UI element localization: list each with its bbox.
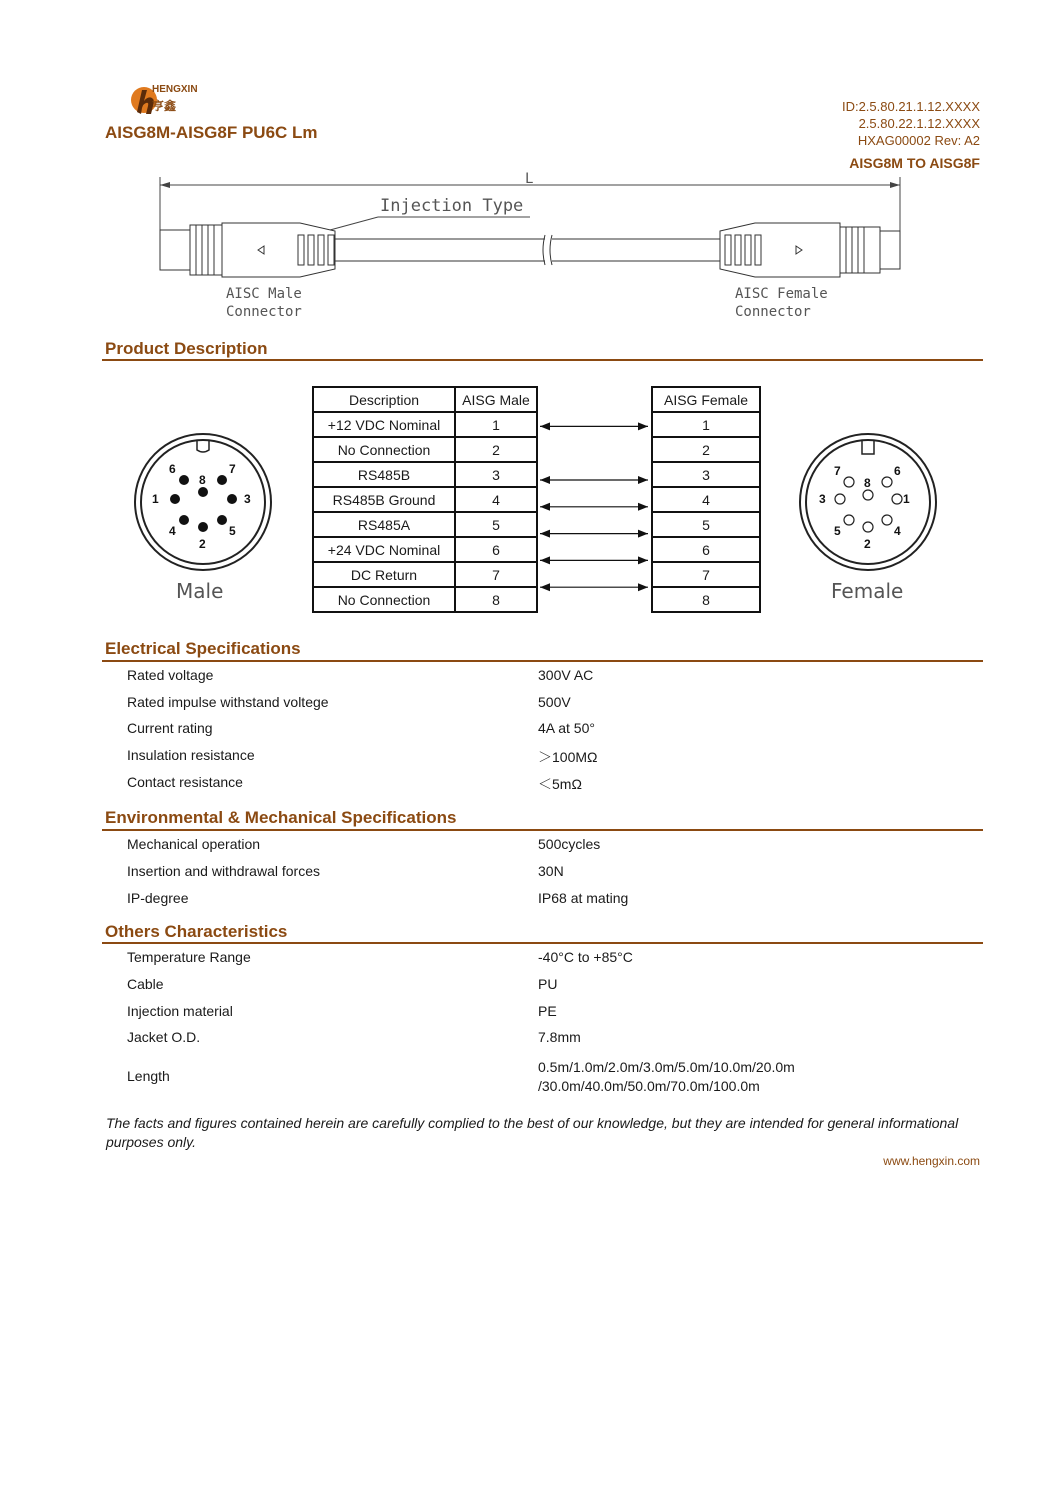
spec-label: Insertion and withdrawal forces bbox=[127, 863, 320, 879]
spec-label: Contact resistance bbox=[127, 774, 243, 790]
male-connector-drawing bbox=[160, 223, 335, 277]
female-connector-label-2: Connector bbox=[735, 304, 811, 320]
section-heading-environmental: Environmental & Mechanical Specifications bbox=[105, 808, 457, 827]
cell-female-pin: 7 bbox=[652, 562, 760, 587]
section-divider bbox=[102, 942, 983, 944]
female-pin-label-5: 5 bbox=[834, 524, 841, 538]
spec-value: 500V bbox=[538, 694, 571, 710]
cell-description: No Connection bbox=[313, 587, 455, 612]
arrow-head bbox=[540, 503, 550, 511]
cell-description: No Connection bbox=[313, 437, 455, 462]
female-caption: Female bbox=[831, 579, 904, 603]
cell-male-pin: 2 bbox=[455, 437, 537, 462]
cell-male-pin: 1 bbox=[455, 412, 537, 437]
website-link[interactable]: www.hengxin.com bbox=[883, 1154, 980, 1168]
male-pin-label-4: 4 bbox=[169, 524, 176, 538]
spec-label: Rated impulse withstand voltege bbox=[127, 694, 329, 710]
pinout-table-male bbox=[312, 386, 538, 613]
cell-male-pin: 3 bbox=[455, 462, 537, 487]
cell-female-pin: 8 bbox=[652, 587, 760, 612]
spec-label: Injection material bbox=[127, 1003, 233, 1019]
arrow-head bbox=[540, 530, 550, 538]
spec-label: Current rating bbox=[127, 720, 213, 736]
length-label: L bbox=[525, 171, 534, 187]
female-pin-label-7: 7 bbox=[834, 464, 841, 478]
pin-connection-arrows bbox=[536, 386, 652, 628]
cell-description: RS485B Ground bbox=[313, 487, 455, 512]
cell-female-pin: 4 bbox=[652, 487, 760, 512]
female-pin-label-1: 1 bbox=[903, 492, 910, 506]
spec-value: ＞100MΩ bbox=[538, 749, 598, 765]
table-row bbox=[313, 437, 537, 462]
cell-male-pin: 7 bbox=[455, 562, 537, 587]
spec-label: Cable bbox=[127, 976, 164, 992]
arrow-head bbox=[638, 583, 648, 591]
female-pin-label-2: 2 bbox=[864, 537, 871, 551]
spec-label: Mechanical operation bbox=[127, 836, 261, 852]
female-pin-label-6: 6 bbox=[894, 464, 901, 478]
section-heading-others: Others Characteristics bbox=[105, 922, 288, 941]
cable-drawing bbox=[140, 165, 930, 325]
female-connector-drawing bbox=[720, 223, 900, 277]
arrow-head bbox=[638, 476, 648, 484]
arrow-head bbox=[540, 476, 550, 484]
male-pin-label-1: 1 bbox=[152, 492, 159, 506]
section-divider bbox=[102, 359, 983, 361]
spec-label: Jacket O.D. bbox=[127, 1029, 201, 1045]
cell-male-pin: 5 bbox=[455, 512, 537, 537]
male-pin-label-6: 6 bbox=[169, 462, 176, 476]
table-row bbox=[313, 562, 537, 587]
spec-value: ＜5mΩ bbox=[538, 776, 582, 792]
spec-value: 4A at 50° bbox=[538, 720, 595, 736]
spec-value: 500cycles bbox=[538, 836, 601, 852]
arrow-head bbox=[638, 503, 648, 511]
section-divider bbox=[102, 660, 983, 662]
spec-label: IP-degree bbox=[127, 890, 189, 906]
table-row bbox=[313, 487, 537, 512]
brand-name-cn: 亨鑫 bbox=[152, 99, 177, 113]
male-pin-label-2: 2 bbox=[199, 537, 206, 551]
female-pin-label-3: 3 bbox=[819, 492, 826, 506]
arrow-head bbox=[638, 556, 648, 564]
page-title: AISG8M-AISG8F PU6C Lm bbox=[105, 123, 318, 142]
cell-male-pin: 6 bbox=[455, 537, 537, 562]
female-connector-label: AISC Female bbox=[735, 286, 828, 302]
spec-value: IP68 at mating bbox=[538, 890, 629, 906]
table-row bbox=[652, 437, 760, 462]
arrow-head bbox=[540, 583, 550, 591]
cell-female-pin: 6 bbox=[652, 537, 760, 562]
spec-value: 7.8mm bbox=[538, 1029, 581, 1045]
table-row bbox=[652, 412, 760, 437]
cell-description: RS485A bbox=[313, 512, 455, 537]
header-aisg-male: AISG Male bbox=[455, 387, 537, 412]
table-row bbox=[313, 412, 537, 437]
table-row bbox=[313, 462, 537, 487]
male-pin-label-8: 8 bbox=[199, 473, 206, 487]
table-row bbox=[652, 512, 760, 537]
arrow-head bbox=[540, 556, 550, 564]
spec-label: Temperature Range bbox=[127, 949, 251, 965]
arrow-head bbox=[638, 530, 648, 538]
section-divider bbox=[102, 829, 983, 831]
spec-label: Rated voltage bbox=[127, 667, 214, 683]
spec-label-length: Length bbox=[127, 1068, 170, 1084]
spec-value: PU bbox=[538, 976, 558, 992]
spec-value: 30N bbox=[538, 863, 564, 879]
table-row bbox=[652, 587, 760, 612]
male-connector-label-2: Connector bbox=[226, 304, 302, 320]
spec-value: -40°C to +85°C bbox=[538, 949, 633, 965]
cell-female-pin: 3 bbox=[652, 462, 760, 487]
table-row bbox=[313, 587, 537, 612]
doc-revision: HXAG00002 Rev: A2 bbox=[857, 133, 980, 148]
table-row bbox=[652, 462, 760, 487]
table-row bbox=[313, 537, 537, 562]
header-description: Description bbox=[313, 387, 455, 412]
doc-id-line1: ID:2.5.80.21.1.12.XXXX bbox=[841, 99, 980, 114]
cell-male-pin: 4 bbox=[455, 487, 537, 512]
cell-description: +24 VDC Nominal bbox=[313, 537, 455, 562]
cell-female-pin: 5 bbox=[652, 512, 760, 537]
arrow-head bbox=[540, 422, 550, 430]
section-heading-electrical: Electrical Specifications bbox=[105, 639, 301, 658]
section-heading-product-description: Product Description bbox=[105, 339, 268, 358]
cell-description: DC Return bbox=[313, 562, 455, 587]
male-pin-label-7: 7 bbox=[229, 462, 236, 476]
male-pin-diagram bbox=[128, 432, 278, 607]
female-pin-label-4: 4 bbox=[894, 524, 901, 538]
spec-label: Insulation resistance bbox=[127, 747, 255, 763]
doc-subtitle: AISG8M TO AISG8F bbox=[849, 155, 980, 171]
table-row bbox=[313, 512, 537, 537]
cell-description: RS485B bbox=[313, 462, 455, 487]
cell-female-pin: 1 bbox=[652, 412, 760, 437]
spec-value-length-1: 0.5m/1.0m/2.0m/3.0m/5.0m/10.0m/20.0m bbox=[538, 1059, 795, 1075]
cell-description: +12 VDC Nominal bbox=[313, 412, 455, 437]
disclaimer: The facts and figures contained herein are carefully complied to the best of our knowledge, but they are intended for general informational purposes only. bbox=[106, 1115, 959, 1150]
table-row bbox=[652, 487, 760, 512]
spec-value: 300V AC bbox=[538, 667, 594, 683]
cell-male-pin: 8 bbox=[455, 587, 537, 612]
spec-value-length-2: /30.0m/40.0m/50.0m/70.0m/100.0m bbox=[538, 1078, 760, 1094]
arrow-head bbox=[638, 422, 648, 430]
cell-female-pin: 2 bbox=[652, 437, 760, 462]
brand-name: HENGXIN bbox=[152, 84, 198, 95]
female-pin-label-8: 8 bbox=[864, 476, 871, 490]
doc-id-line2: 2.5.80.22.1.12.XXXX bbox=[858, 116, 980, 131]
table-row bbox=[652, 562, 760, 587]
header-aisg-female: AISG Female bbox=[652, 387, 760, 412]
male-caption: Male bbox=[176, 579, 224, 603]
female-pin-diagram bbox=[793, 432, 943, 607]
injection-type-label: Injection Type bbox=[380, 196, 524, 216]
male-pin-label-5: 5 bbox=[229, 524, 236, 538]
logo bbox=[128, 84, 218, 123]
pinout-table-female bbox=[651, 386, 761, 613]
spec-value: PE bbox=[538, 1003, 557, 1019]
table-row bbox=[652, 537, 760, 562]
male-pin-label-3: 3 bbox=[244, 492, 251, 506]
male-connector-label: AISC Male bbox=[226, 286, 302, 302]
